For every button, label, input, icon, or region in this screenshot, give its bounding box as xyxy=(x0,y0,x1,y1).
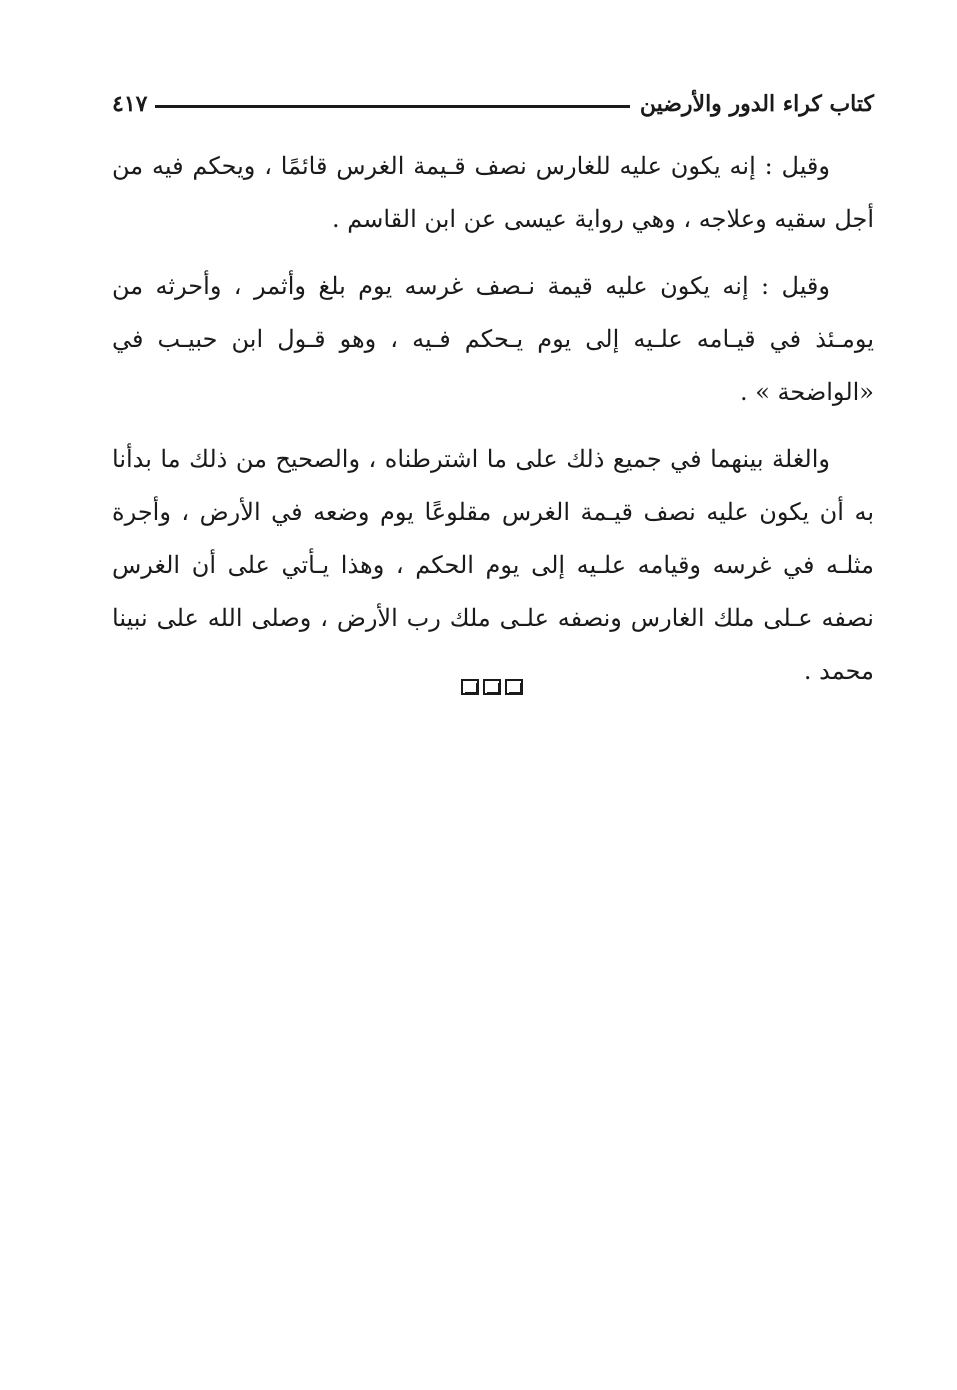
paragraph-2: وقيل : إنه يكون عليه قيمة نـصف غرسه يوم بلغ وأثمر ، وأحرثه من يومـئذ في قيـامه علـيه إلى يوم يـحكم فـيه ، وهو قـول ابن حبيـب في «الواضحة » . xyxy=(112,272,874,406)
paragraph-1: وقيل : إنه يكون عليه للغارس نصف قـيمة الغرس قائمًا ، ويحكم فيه من أجل سقيه وعلاجه ، وهي رواية عيسى عن ابن القاسم . xyxy=(112,152,874,233)
header-rule xyxy=(155,105,629,108)
paragraph-3: والغلة بينهما في جميع ذلك على ما اشترطناه ، والصحيح من ذلك ما بدأنا به أن يكون عليه نصف قيـمة الغرس مقلوعًا يوم وضعه في الأرض ، وأجرة مثلـه في غرسه وقيامه علـيه إلى يوم الحكم ، وهذا يـأتي على أن الغرس نصفه عـلى ملك الغارس ونصفه علـى ملك رب الأرض ، وصلى الله على نبينا محمد . xyxy=(112,445,874,685)
ornament-square-icon xyxy=(483,679,501,695)
running-title: كتاب كراء الدور والأرضين xyxy=(639,91,874,117)
running-header xyxy=(112,84,874,124)
body-text xyxy=(112,140,874,712)
three-square-ornament-icon xyxy=(456,676,528,698)
ornament-square-icon xyxy=(505,679,523,695)
page-number: ٤١٧ xyxy=(112,91,148,117)
ornament-square-icon xyxy=(461,679,479,695)
